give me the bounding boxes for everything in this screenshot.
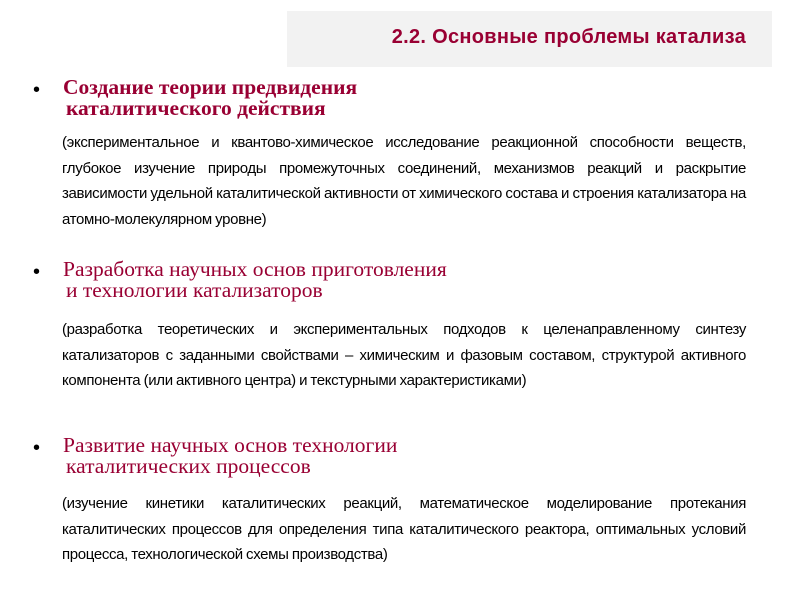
bullet-marker-1: •: [33, 79, 41, 101]
bullet-marker-3: •: [33, 437, 41, 459]
bullet-heading-2: [63, 259, 447, 301]
bullet-heading-3-line-2: каталитических процессов: [66, 454, 311, 478]
bullet-heading-1-line-1: Создание теории предвидения: [63, 75, 358, 99]
bullet-heading-3-line-1: Развитие научных основ технологии: [63, 433, 398, 457]
bullet-heading-1: [63, 77, 357, 119]
bullet-heading-1-line-2: каталитического действия: [66, 96, 326, 120]
bullet-heading-2-line-1: Разработка научных основ приготовления: [63, 257, 447, 281]
bullet-description-2: (разработка теоретических и экспериментальных подходов к целенаправленному синтезу катализаторов с заданными свойствами – химическим и фазовым составом, структурой активного компонента (или активного центра) и текстурными характеристиками): [62, 321, 746, 389]
bullet-description-3: (изучение кинетики каталитических реакций, математическое моделирование протекания каталитических процессов для определения типа каталитического реактора, оптимальных условий процесса, технологической схемы производства): [62, 495, 746, 563]
bullet-heading-2-line-2: и технологии катализаторов: [66, 278, 323, 302]
title-box: [287, 11, 772, 67]
bullet-heading-3: [63, 435, 397, 477]
bullet-marker-2: •: [33, 261, 41, 283]
bullet-description-1: (экспериментальное и квантово-химическое исследование реакционной способности веществ, глубокое изучение природы промежуточных соединений, механизмов реакций и раскрытие зависимости удельной каталитической активности от химического состава и строения катализатора на атомно-молекулярном уровне): [62, 134, 746, 228]
slide-title: 2.2. Основные проблемы катализа: [391, 26, 746, 48]
